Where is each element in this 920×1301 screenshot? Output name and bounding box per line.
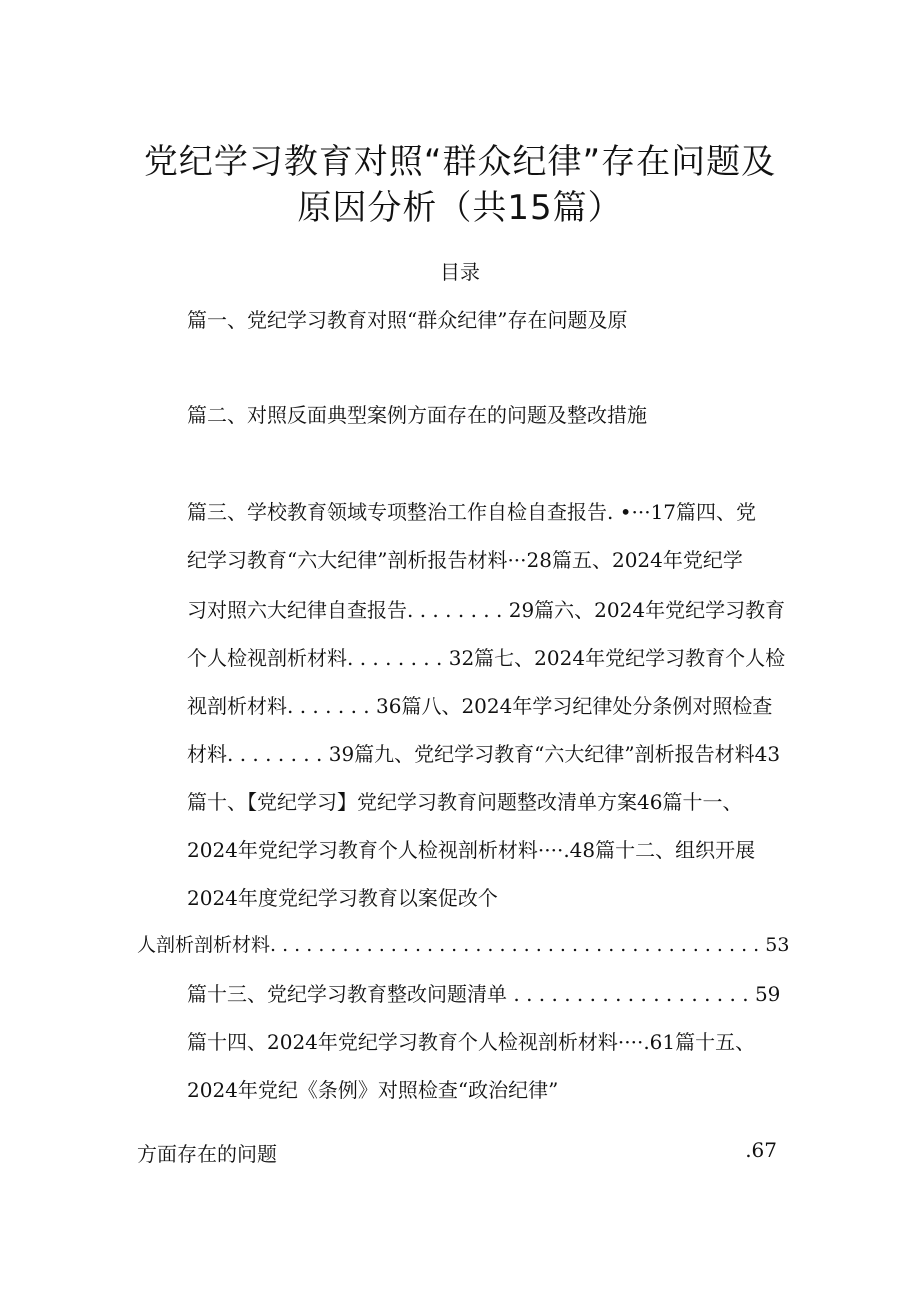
toc-line: 视剖析材料. . . . . . . 36篇八、2024年学习纪律处分条例对照检查 [187, 694, 773, 718]
toc-line: 人剖析剖析材料. . . . . . . . . . . . . . . . . . . . . . . . . . . . . . . . . . . . . . . . . 53 [137, 934, 790, 956]
toc-last-line [137, 1138, 777, 1167]
toc-line: 篇三、学校教育领域专项整治工作自检自查报告. •···17篇四、党 [187, 500, 757, 524]
toc-last-line-text: 方面存在的问题 [137, 1142, 277, 1166]
toc-line: 习对照六大纪律自查报告. . . . . . . . 29篇六、2024年党纪学习教育 [187, 598, 786, 622]
toc-line: 纪学习教育“六大纪律”剖析报告材料···28篇五、2024年党纪学 [187, 548, 743, 572]
toc-last-line-page: .67 [745, 1138, 777, 1162]
toc-line: 2024年度党纪学习教育以案促改个 [187, 886, 498, 910]
toc-line: 篇二、对照反面典型案例方面存在的问题及整改措施 [187, 403, 647, 427]
title-line-1: 党纪学习教育对照“群众纪律”存在问题及 [143, 142, 777, 182]
toc-line: 篇十四、2024年党纪学习教育个人检视剖析材料····.61篇十五、 [187, 1030, 756, 1054]
toc-line: 篇十、【党纪学习】党纪学习教育问题整改清单方案46篇十一、 [187, 790, 743, 814]
toc-heading: 目录 [440, 260, 480, 284]
toc-line: 2024年党纪学习教育个人检视剖析材料····.48篇十二、组织开展 [187, 838, 756, 862]
toc-line: 篇十三、党纪学习教育整改问题清单 . . . . . . . . . . . . . . . . . . . 59 [187, 982, 781, 1006]
toc-line: 2024年党纪《条例》对照检查“政治纪律” [187, 1078, 559, 1102]
toc-line: 个人检视剖析材料. . . . . . . . 32篇七、2024年党纪学习教育个人检 [187, 646, 786, 670]
title-line-2: 原因分析（共15篇） [297, 188, 623, 228]
toc-line: 材料. . . . . . . . 39篇九、党纪学习教育“六大纪律”剖析报告材料43 [187, 742, 781, 766]
toc-line: 篇一、党纪学习教育对照“群众纪律”存在问题及原 [187, 308, 628, 332]
